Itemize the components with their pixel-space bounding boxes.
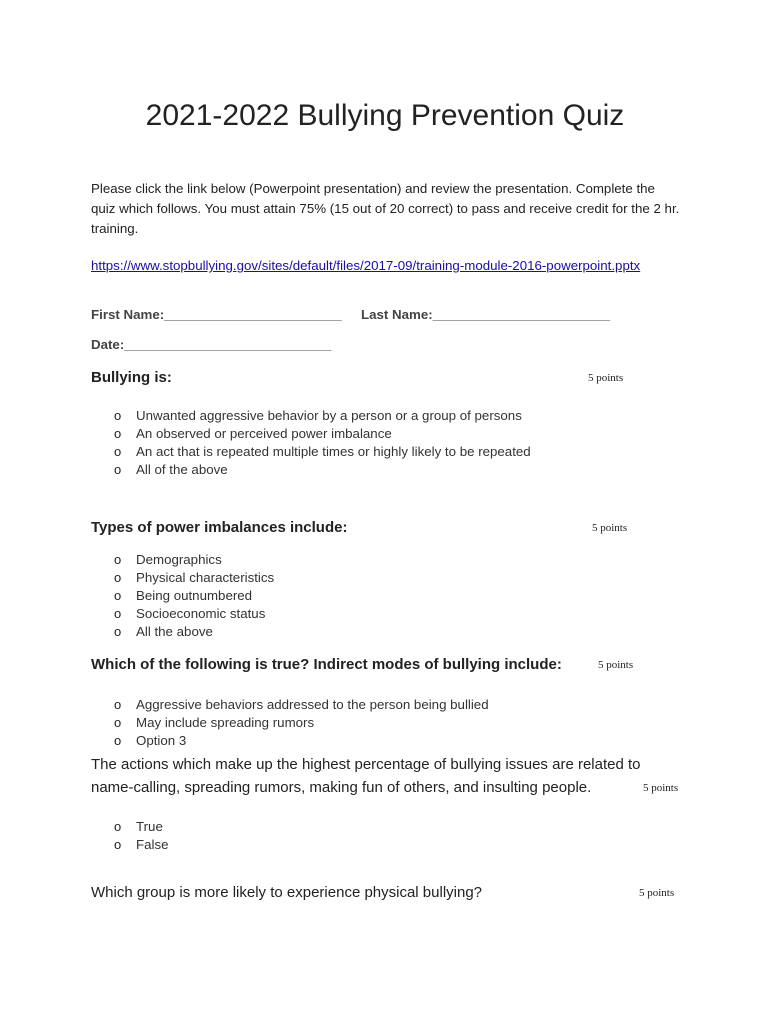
question-2-options xyxy=(91,551,274,641)
bullet-icon: o xyxy=(114,697,122,712)
intro-paragraph: Please click the link below (Powerpoint presentation) and review the presentation. Complete the quiz which follows. You must attain 75% (15 out of 20 correct) to pass and receive credit for the 2 hr. training. xyxy=(91,181,680,236)
bullet-icon: o xyxy=(114,588,122,603)
bullet-icon: o xyxy=(114,570,122,585)
option-item[interactable] xyxy=(91,714,489,732)
bullet-icon: o xyxy=(114,462,122,477)
page-title: 2021-2022 Bullying Prevention Quiz xyxy=(145,99,625,132)
option-label: True xyxy=(136,819,163,834)
option-label: All of the above xyxy=(136,462,228,477)
last-name-field[interactable]: Last Name:________________________ xyxy=(361,307,611,322)
question-2-points: 5 points xyxy=(592,522,628,534)
question-4-points: 5 points xyxy=(643,782,679,794)
question-4-text-line1: The actions which make up the highest percentage of bullying issues are related to xyxy=(91,756,641,773)
option-item[interactable] xyxy=(91,407,531,425)
bullet-icon: o xyxy=(114,606,122,621)
bullet-icon: o xyxy=(114,408,122,423)
option-label: Physical characteristics xyxy=(136,570,275,585)
option-label: An act that is repeated multiple times or highly likely to be repeated xyxy=(136,444,531,459)
option-label: Socioeconomic status xyxy=(136,606,266,621)
bullet-icon: o xyxy=(114,733,122,748)
question-4-text-line2: name-calling, spreading rumors, making fun of others, and insulting people. xyxy=(91,779,592,796)
option-item[interactable] xyxy=(91,425,531,443)
bullet-icon: o xyxy=(114,426,122,441)
question-1-options xyxy=(91,407,531,479)
question-4-options xyxy=(91,818,169,854)
question-5-points: 5 points xyxy=(639,887,675,899)
option-item[interactable] xyxy=(91,836,169,854)
bullet-icon: o xyxy=(114,624,122,639)
question-2-text: Types of power imbalances include: xyxy=(91,519,348,536)
presentation-link[interactable]: https://www.stopbullying.gov/sites/default/files/2017-09/training-module-2016-powerpoint.pptx xyxy=(91,258,641,273)
date-field[interactable]: Date:____________________________ xyxy=(91,337,332,352)
option-label: Aggressive behaviors addressed to the person being bullied xyxy=(136,697,489,712)
bullet-icon: o xyxy=(114,819,122,834)
option-item[interactable] xyxy=(91,623,274,641)
question-5-text: Which group is more likely to experience physical bullying? xyxy=(91,884,483,901)
option-label: Demographics xyxy=(136,552,222,567)
question-3-text: Which of the following is true? Indirect modes of bullying include: xyxy=(91,656,562,673)
option-item[interactable] xyxy=(91,587,274,605)
question-3-options xyxy=(91,696,489,750)
option-item[interactable] xyxy=(91,569,274,587)
bullet-icon: o xyxy=(114,715,122,730)
option-item[interactable] xyxy=(91,696,489,714)
first-name-field[interactable]: First Name:________________________ xyxy=(91,307,342,322)
option-item[interactable] xyxy=(91,443,531,461)
question-3-points: 5 points xyxy=(598,659,634,671)
option-label: Being outnumbered xyxy=(136,588,253,603)
option-item[interactable] xyxy=(91,605,274,623)
bullet-icon: o xyxy=(114,837,122,852)
option-label: Unwanted aggressive behavior by a person or a group of persons xyxy=(136,408,522,423)
option-label: Option 3 xyxy=(136,733,187,748)
bullet-icon: o xyxy=(114,552,122,567)
option-label: May include spreading rumors xyxy=(136,715,315,730)
option-label: False xyxy=(136,837,169,852)
option-label: All the above xyxy=(136,624,213,639)
option-item[interactable] xyxy=(91,732,489,750)
option-item[interactable] xyxy=(91,461,531,479)
option-label: An observed or perceived power imbalance xyxy=(136,426,392,441)
option-item[interactable] xyxy=(91,551,274,569)
option-item[interactable] xyxy=(91,818,169,836)
question-1-points: 5 points xyxy=(588,372,624,384)
question-1-text: Bullying is: xyxy=(91,369,172,386)
bullet-icon: o xyxy=(114,444,122,459)
